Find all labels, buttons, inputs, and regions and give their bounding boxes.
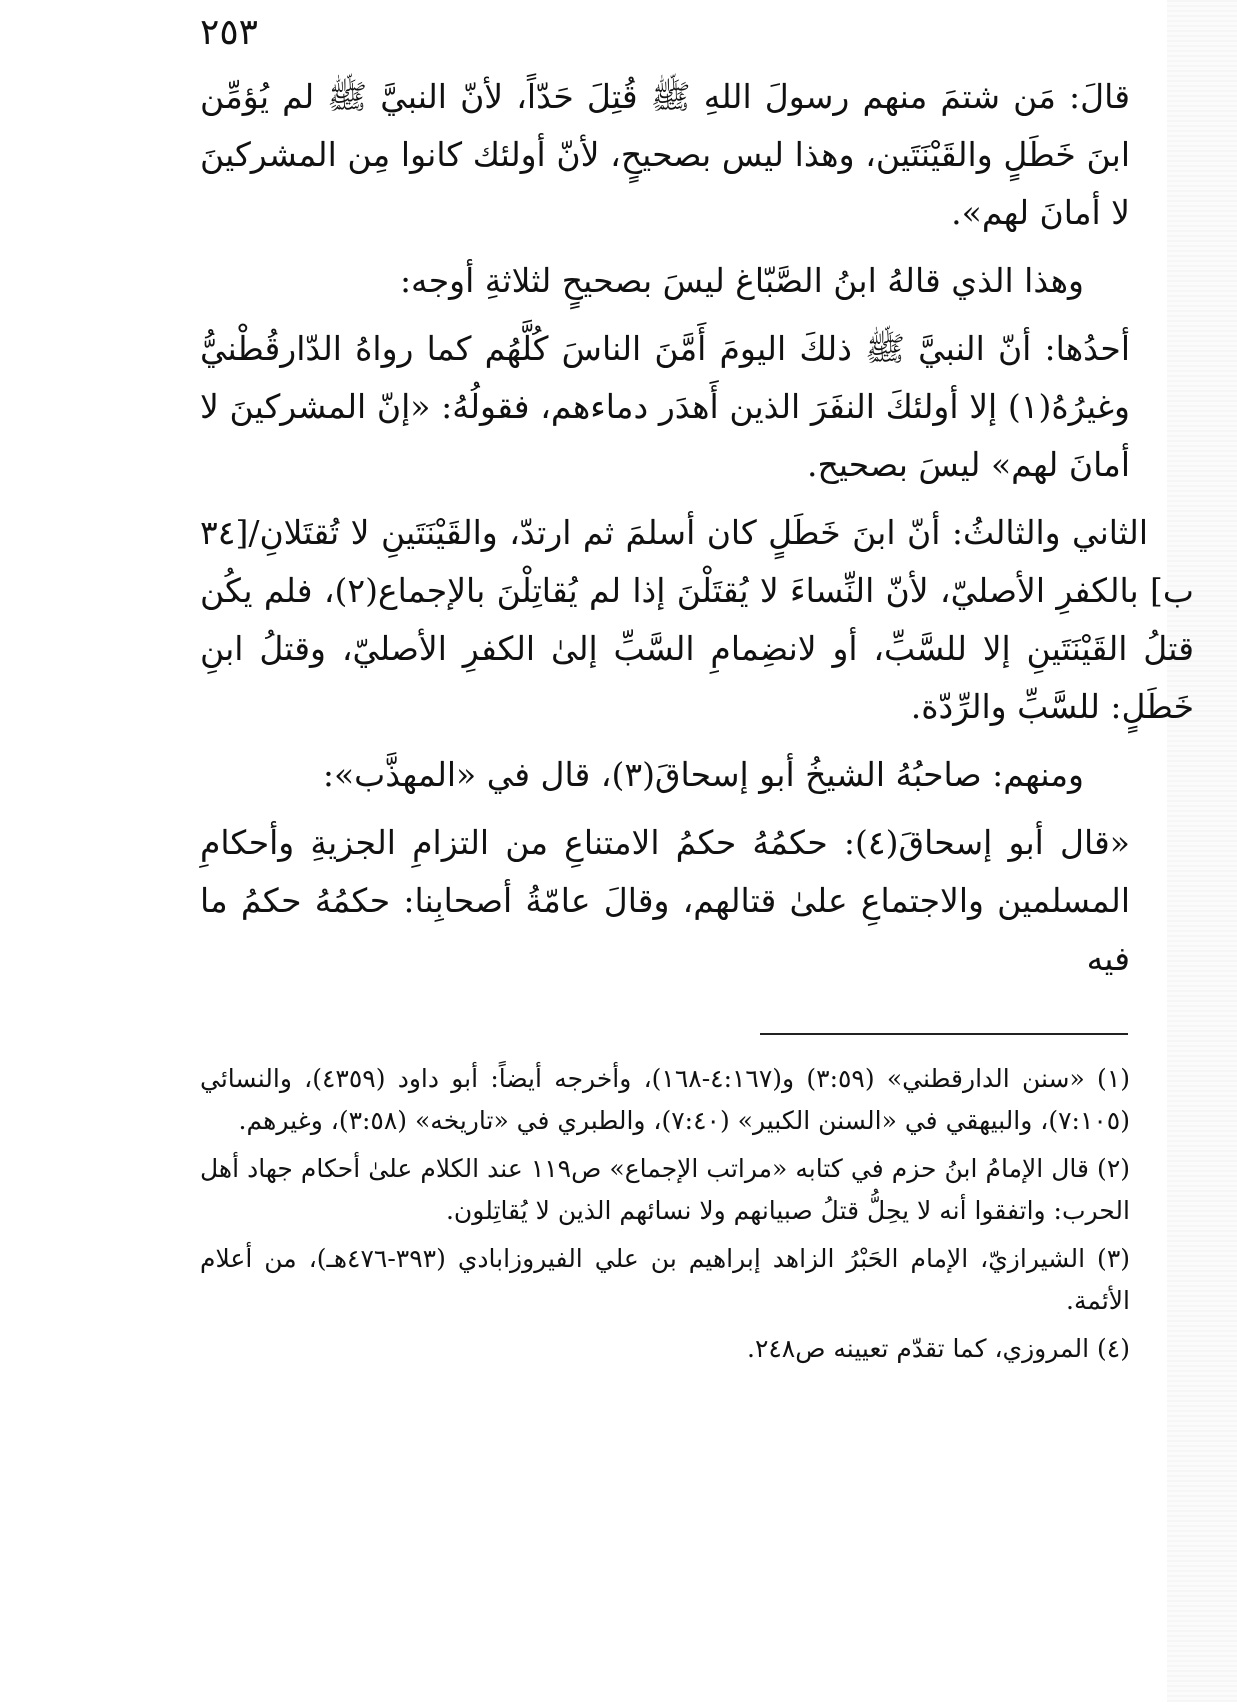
scan-edge xyxy=(1167,0,1237,1702)
footnote xyxy=(200,1238,1130,1322)
paragraph: «قال أبو إسحاقَ(٤): حكمُهُ حكمُ الامتناعِ من التزامِ الجزيةِ وأحكامِ المسلمين والاجتماعِ علىٰ قتالهم، وقالَ عامّةُ أصحابِنا: حكمُهُ حكمُ ما فيه xyxy=(200,823,1130,978)
page-number: ٢٥٣ xyxy=(200,12,259,53)
footnote xyxy=(200,1148,1130,1232)
paragraph: الثاني والثالثُ: أنّ ابنَ خَطَلٍ كان أسلمَ ثم ارتدّ، والقَيْنَتَينِ لا تُقتَلانِ/[٣٤ ب] بالكفرِ الأصليّ، لأنّ النِّساءَ لا يُقتَلْنَ إذا لم يُقاتِلْنَ بالإجماع(٢)، فلم يكُن قتلُ القَيْنَتَينِ إلا للسَّبِّ، أو لانضِمامِ السَّبِّ إلىٰ الكفرِ الأصليّ، وقتلُ ابنِ خَطَلٍ: للسَّبِّ والرِّدّة. xyxy=(200,513,1195,726)
footnote-number: (١) xyxy=(1097,1064,1131,1093)
paragraph: ومنهم: صاحبُهُ الشيخُ أبو إسحاقَ(٣)، قال في «المهذَّب»: xyxy=(322,755,1084,794)
paragraph: قالَ: مَن شتمَ منهم رسولَ اللهِ ﷺ قُتِلَ حَدّاً، لأنّ النبيَّ ﷺ لم يُؤمِّن ابنَ خَطَلٍ والقَيْنَتَين، وهذا ليس بصحيحٍ، لأنّ أولئك كانوا مِن المشركينَ لا أمانَ لهم». xyxy=(200,77,1130,232)
footnote-text: «سنن الدارقطني» (٣:٥٩) و(٤:١٦٧-١٦٨)، وأخرجه أيضاً: أبو داود (٤٣٥٩)، والنسائي (٧:١٠٥)، والبيهقي في «السنن الكبير» (٧:٤٠)، والطبري في «تاريخه» (٣:٥٨)، وغيرهم. xyxy=(200,1064,1130,1135)
footnote xyxy=(200,1328,1130,1370)
footnote xyxy=(200,1058,1130,1142)
footnote-separator xyxy=(760,1033,1128,1035)
footnotes xyxy=(200,1058,1130,1376)
footnote-text: قال الإمامُ ابنُ حزم في كتابه «مراتب الإجماع» ص١١٩ عند الكلام علىٰ أحكام جهاد أهل الحرب: واتفقوا أنه لا يحِلُّ قتلُ صبيانهم ولا نسائهم الذين لا يُقاتِلون. xyxy=(200,1154,1130,1225)
paragraph: أحدُها: أنّ النبيَّ ﷺ ذلكَ اليومَ أَمَّنَ الناسَ كُلَّهُم كما رواهُ الدّارقُطْنيُّ وغيرُهُ(١) إلا أولئكَ النفَرَ الذين أَهدَر دماءهم، فقولُهُ: «إنّ المشركينَ لا أمانَ لهم» ليسَ بصحيح. xyxy=(200,329,1130,484)
footnote-text: المروزي، كما تقدّم تعيينه ص٢٤٨. xyxy=(746,1334,1090,1363)
footnote-number: (٤) xyxy=(1097,1334,1130,1363)
footnote-text: الشيرازيّ، الإمام الحَبْرُ الزاهد إبراهيم بن علي الفيروزابادي (٣٩٣-٤٧٦هـ)، من أعلام الأئمة. xyxy=(200,1244,1130,1315)
footnote-number: (٢) xyxy=(1097,1154,1131,1183)
main-text xyxy=(200,68,1195,988)
footnote-number: (٣) xyxy=(1097,1244,1131,1273)
paragraph: وهذا الذي قالهُ ابنُ الصَّبّاغ ليسَ بصحيحٍ لثلاثةِ أوجه: xyxy=(399,261,1084,300)
